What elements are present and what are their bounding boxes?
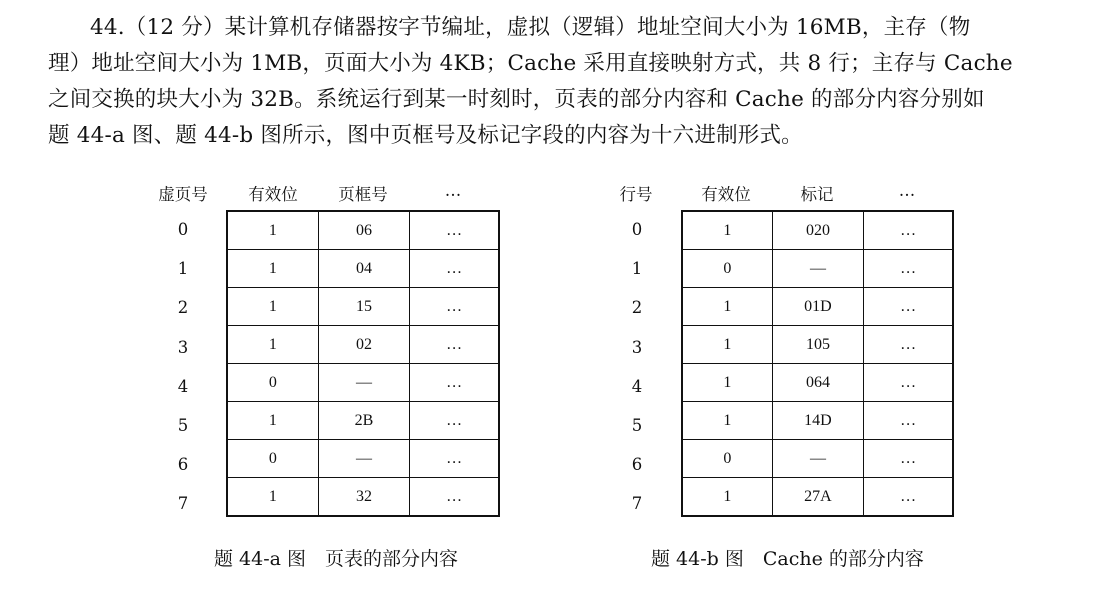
value-cell: 02 xyxy=(318,326,409,364)
cache-table-caption: 题 44-b 图 Cache 的部分内容 xyxy=(651,548,924,570)
more-cell: … xyxy=(410,440,499,478)
question-line-3: 之间交换的块大小为 32B。系统运行到某一时刻时，页表的部分内容和 Cache 的部分内容分别如 xyxy=(48,87,985,112)
valid-cell: 0 xyxy=(682,440,772,478)
table-row xyxy=(227,250,499,288)
value-cell: — xyxy=(772,250,863,288)
valid-cell: 0 xyxy=(227,364,318,402)
table-row xyxy=(227,364,499,402)
question-line-4: 题 44-a 图、题 44-b 图所示，图中页框号及标记字段的内容为十六进制形式。 xyxy=(48,123,803,148)
more-cell: … xyxy=(410,326,499,364)
row-index: 4 xyxy=(177,376,189,396)
value-cell: 32 xyxy=(318,478,409,517)
value-cell: 064 xyxy=(772,364,863,402)
row-index: 3 xyxy=(177,337,189,357)
more-cell: … xyxy=(410,250,499,288)
cache-table-header-index: 行号 xyxy=(619,185,653,204)
value-cell: 04 xyxy=(318,250,409,288)
value-cell: — xyxy=(318,440,409,478)
row-index: 2 xyxy=(631,298,643,318)
page-table-header-index: 虚页号 xyxy=(158,185,208,204)
table-row xyxy=(227,211,499,250)
row-index: 2 xyxy=(177,298,189,318)
value-cell: 01D xyxy=(772,288,863,326)
more-cell: … xyxy=(410,288,499,326)
valid-cell: 1 xyxy=(227,326,318,364)
cache-table xyxy=(681,210,954,517)
valid-cell: 0 xyxy=(227,440,318,478)
table-row xyxy=(682,478,953,517)
value-cell: 020 xyxy=(772,211,863,250)
row-index: 4 xyxy=(631,376,643,396)
row-index: 1 xyxy=(177,259,189,279)
value-cell: 15 xyxy=(318,288,409,326)
more-cell: … xyxy=(410,211,499,250)
more-cell: … xyxy=(864,250,953,288)
question-text xyxy=(48,10,1048,154)
table-row xyxy=(227,440,499,478)
table-row xyxy=(682,250,953,288)
page-table-header-valid: 有效位 xyxy=(248,185,298,204)
valid-cell: 1 xyxy=(227,211,318,250)
valid-cell: 1 xyxy=(682,364,772,402)
row-index: 0 xyxy=(177,220,189,239)
valid-cell: 1 xyxy=(227,250,318,288)
table-row xyxy=(682,211,953,250)
row-index: 6 xyxy=(631,455,643,475)
cache-table-header-tag: 标记 xyxy=(800,185,834,204)
more-cell: … xyxy=(864,478,953,517)
page-table-header-more: … xyxy=(444,181,462,200)
row-index: 5 xyxy=(177,416,189,435)
row-index: 6 xyxy=(177,455,189,475)
cache-table-header-valid: 有效位 xyxy=(701,185,751,204)
valid-cell: 1 xyxy=(682,288,772,326)
value-cell: 14D xyxy=(772,402,863,440)
more-cell: … xyxy=(864,364,953,402)
table-row xyxy=(227,478,499,517)
row-index: 1 xyxy=(631,259,643,279)
page-table-caption: 题 44-a 图 页表的部分内容 xyxy=(214,548,459,570)
row-index: 3 xyxy=(631,337,643,357)
valid-cell: 0 xyxy=(682,250,772,288)
table-row xyxy=(682,326,953,364)
value-cell: 105 xyxy=(772,326,863,364)
question-line-1: 44.（12 分）某计算机存储器按字节编址，虚拟（逻辑）地址空间大小为 16MB，主存（物 xyxy=(90,15,971,40)
table-row xyxy=(682,364,953,402)
valid-cell: 1 xyxy=(227,478,318,517)
row-index: 0 xyxy=(631,220,643,239)
table-row xyxy=(682,402,953,440)
valid-cell: 1 xyxy=(682,478,772,517)
page-table-header-frame: 页框号 xyxy=(338,185,388,204)
more-cell: … xyxy=(410,478,499,517)
value-cell: 27A xyxy=(772,478,863,517)
more-cell: … xyxy=(410,402,499,440)
value-cell: — xyxy=(318,364,409,402)
cache-table-header-more: … xyxy=(898,181,916,200)
more-cell: … xyxy=(864,211,953,250)
valid-cell: 1 xyxy=(682,211,772,250)
more-cell: … xyxy=(410,364,499,402)
table-row xyxy=(227,288,499,326)
value-cell: — xyxy=(772,440,863,478)
page-table xyxy=(226,210,500,517)
row-index: 7 xyxy=(631,494,643,514)
question-line-2: 理）地址空间大小为 1MB，页面大小为 4KB；Cache 采用直接映射方式，共 8 行；主存与 Cache xyxy=(48,51,1013,76)
table-row xyxy=(227,326,499,364)
more-cell: … xyxy=(864,402,953,440)
row-index: 5 xyxy=(631,416,643,435)
valid-cell: 1 xyxy=(682,402,772,440)
table-row xyxy=(227,402,499,440)
more-cell: … xyxy=(864,440,953,478)
valid-cell: 1 xyxy=(227,288,318,326)
valid-cell: 1 xyxy=(682,326,772,364)
row-index: 7 xyxy=(177,494,189,514)
value-cell: 06 xyxy=(318,211,409,250)
more-cell: … xyxy=(864,288,953,326)
value-cell: 2B xyxy=(318,402,409,440)
more-cell: … xyxy=(864,326,953,364)
table-row xyxy=(682,288,953,326)
valid-cell: 1 xyxy=(227,402,318,440)
table-row xyxy=(682,440,953,478)
